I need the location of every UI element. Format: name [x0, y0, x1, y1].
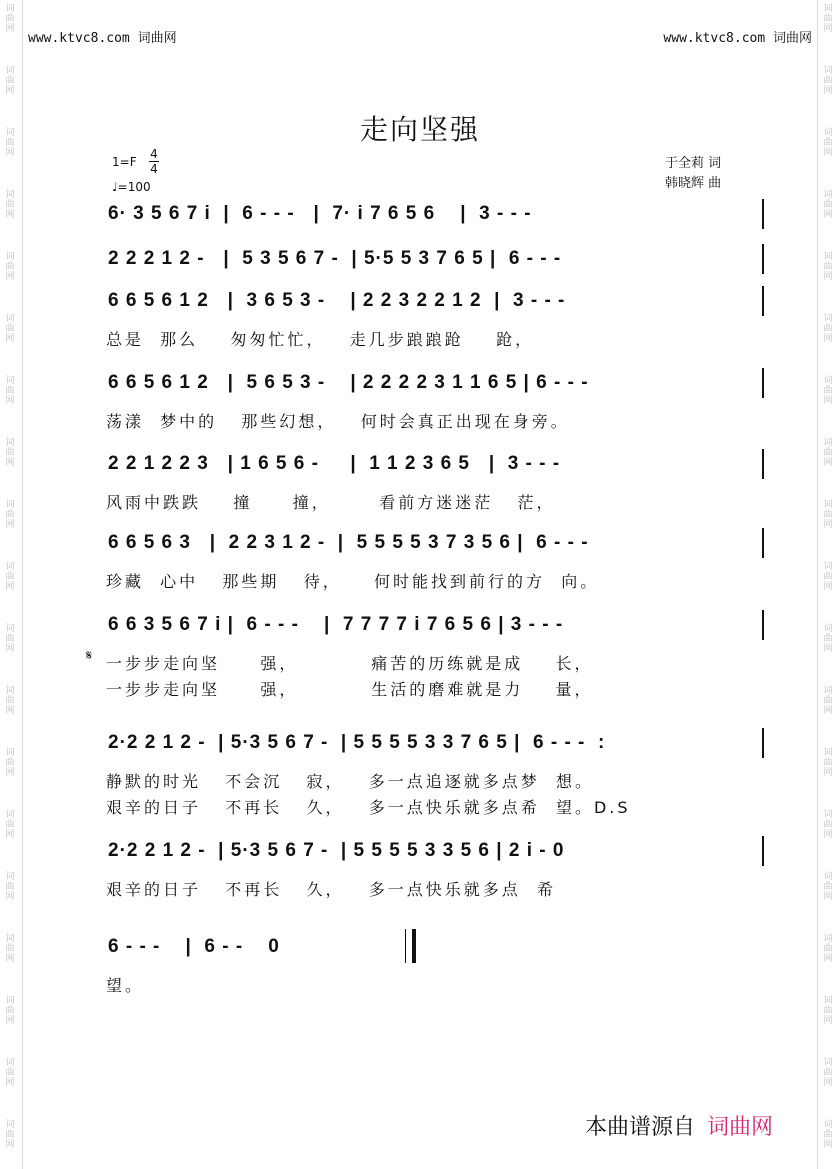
watermark-text: 词 曲 网 — [823, 438, 833, 468]
notation-line: 6 6 3 5 6 7 i | 6 - - - | 7 7 7 7 i 7 6 5 6 | 3 - - - — [108, 614, 564, 635]
header-site-left[interactable]: www.ktvc8.com 词曲网 — [28, 31, 177, 46]
meter-bottom: 4 — [150, 162, 158, 176]
watermark-text: 词 曲 网 — [5, 128, 15, 158]
watermark-text: 词 曲 网 — [5, 748, 15, 778]
lyric-line: 风雨中跌跌 撞 撞， 看前方迷迷茫 茫， — [106, 493, 556, 512]
notation-line: 6 - - - | 6 - - 0 — [108, 936, 280, 957]
lyric-line: 艰辛的日子 不再长 久， 多一点快乐就多点 希 — [106, 880, 556, 899]
end-barline — [762, 728, 764, 758]
notation-line: 6 6 5 6 3 | 2 2 3 1 2 - | 5 5 5 5 3 7 3 5 6 | 6 - - - — [108, 532, 589, 553]
watermark-text: 词 曲 网 — [823, 128, 833, 158]
watermark-text: 词 曲 网 — [5, 686, 15, 716]
song-title: 走向坚强 — [359, 113, 480, 146]
source-footer[interactable] — [585, 1110, 773, 1141]
segno-icon: 𝄋 — [86, 648, 93, 664]
right-watermark-strip — [817, 0, 840, 1169]
watermark-text: 词 曲 网 — [823, 996, 833, 1026]
final-barline — [405, 929, 416, 963]
watermark-text: 词 曲 网 — [823, 500, 833, 530]
watermark-text: 词 曲 网 — [823, 934, 833, 964]
watermark-text: 词 曲 网 — [823, 376, 833, 406]
lyric-line: 一步步走向坚 强， 痛苦的历练就是成 长， — [106, 654, 594, 673]
end-barline — [762, 368, 764, 398]
watermark-text: 词 曲 网 — [5, 376, 15, 406]
end-barline — [762, 199, 764, 229]
watermark-text: 词 曲 网 — [823, 810, 833, 840]
footer-label: 本曲谱源自 — [585, 1115, 696, 1140]
notation-line: 2 2 1 2 2 3 | 1 6 5 6 - | 1 1 2 3 6 5 | 3 - - - — [108, 453, 561, 474]
end-barline — [762, 836, 764, 866]
lyric-line: 一步步走向坚 强， 生活的磨难就是力 量， — [106, 680, 594, 699]
watermark-text: 词 曲 网 — [823, 872, 833, 902]
watermark-text: 词 曲 网 — [5, 562, 15, 592]
end-barline — [762, 449, 764, 479]
notation-line: 6 6 5 6 1 2 | 3 6 5 3 - | 2 2 3 2 2 1 2 | 3 - - - — [108, 290, 566, 311]
lyric-line: 艰辛的日子 不再长 久， 多一点快乐就多点希 望。D.S — [106, 798, 631, 817]
notation-line: 2·2 2 1 2 - | 5·3 5 6 7 - | 5 5 5 5 3 3 7 6 5 | 6 - - - : — [108, 732, 606, 753]
lyric-line: 望。 — [106, 976, 145, 995]
watermark-text: 词 曲 网 — [823, 1120, 833, 1150]
left-watermark-strip — [0, 0, 23, 1169]
watermark-text: 词 曲 网 — [823, 190, 833, 220]
notation-line: 6· 3 5 6 7 i | 6 - - - | 7· i 7 6 5 6 | 3 - - - — [108, 203, 532, 224]
lyric-line: 珍藏 心中 那些期 待， 何时能找到前行的方 向。 — [106, 572, 600, 591]
end-barline — [762, 528, 764, 558]
watermark-text: 词 曲 网 — [5, 438, 15, 468]
watermark-text: 词 曲 网 — [823, 686, 833, 716]
watermark-text: 词 曲 网 — [823, 624, 833, 654]
watermark-text: 词 曲 网 — [5, 4, 15, 34]
watermark-text: 词 曲 网 — [823, 66, 833, 96]
end-barline — [762, 286, 764, 316]
watermark-text: 词 曲 网 — [5, 934, 15, 964]
watermark-text: 词 曲 网 — [5, 314, 15, 344]
watermark-text: 词 曲 网 — [823, 252, 833, 282]
watermark-text: 词 曲 网 — [5, 1120, 15, 1150]
notation-line: 2 2 2 1 2 - | 5 3 5 6 7 - | 5·5 5 3 7 6 5 | 6 - - - — [108, 248, 562, 269]
composer-credit: 韩晓辉 曲 — [665, 176, 722, 191]
end-barline — [762, 244, 764, 274]
watermark-text: 词 曲 网 — [823, 4, 833, 34]
lyric-line: 静默的时光 不会沉 寂， 多一点追逐就多点梦 想。 — [106, 772, 594, 791]
watermark-text: 词 曲 网 — [5, 1058, 15, 1088]
watermark-text: 词 曲 网 — [5, 810, 15, 840]
watermark-text: 词 曲 网 — [5, 500, 15, 530]
watermark-text: 词 曲 网 — [5, 66, 15, 96]
watermark-text: 词 曲 网 — [823, 314, 833, 344]
meter-top: 4 — [150, 147, 158, 161]
lyricist-credit: 于全莉 词 — [665, 156, 722, 171]
footer-brand[interactable]: 词曲网 — [707, 1115, 774, 1140]
notation-line: 6 6 5 6 1 2 | 5 6 5 3 - | 2 2 2 2 3 1 1 6 5 | 6 - - - — [108, 372, 589, 393]
lyric-line: 总是 那么 匆匆忙忙， 走几步踉踉跄 跄， — [106, 330, 535, 349]
watermark-text: 词 曲 网 — [5, 872, 15, 902]
watermark-text: 词 曲 网 — [823, 748, 833, 778]
tempo-mark: ♩=100 — [112, 180, 151, 194]
time-signature — [149, 147, 159, 176]
key-signature: 1=F — [112, 155, 137, 169]
end-barline — [762, 610, 764, 640]
watermark-text: 词 曲 网 — [5, 190, 15, 220]
watermark-text: 词 曲 网 — [5, 624, 15, 654]
header-site-right[interactable]: www.ktvc8.com 词曲网 — [663, 31, 812, 46]
lyric-line: 荡漾 梦中的 那些幻想， 何时会真正出现在身旁。 — [106, 412, 570, 431]
watermark-text: 词 曲 网 — [823, 1058, 833, 1088]
watermark-text: 词 曲 网 — [823, 562, 833, 592]
watermark-text: 词 曲 网 — [5, 252, 15, 282]
watermark-text: 词 曲 网 — [5, 996, 15, 1026]
notation-line: 2·2 2 1 2 - | 5·3 5 6 7 - | 5 5 5 5 3 3 5 6 | 2 i - 0 — [108, 840, 565, 861]
